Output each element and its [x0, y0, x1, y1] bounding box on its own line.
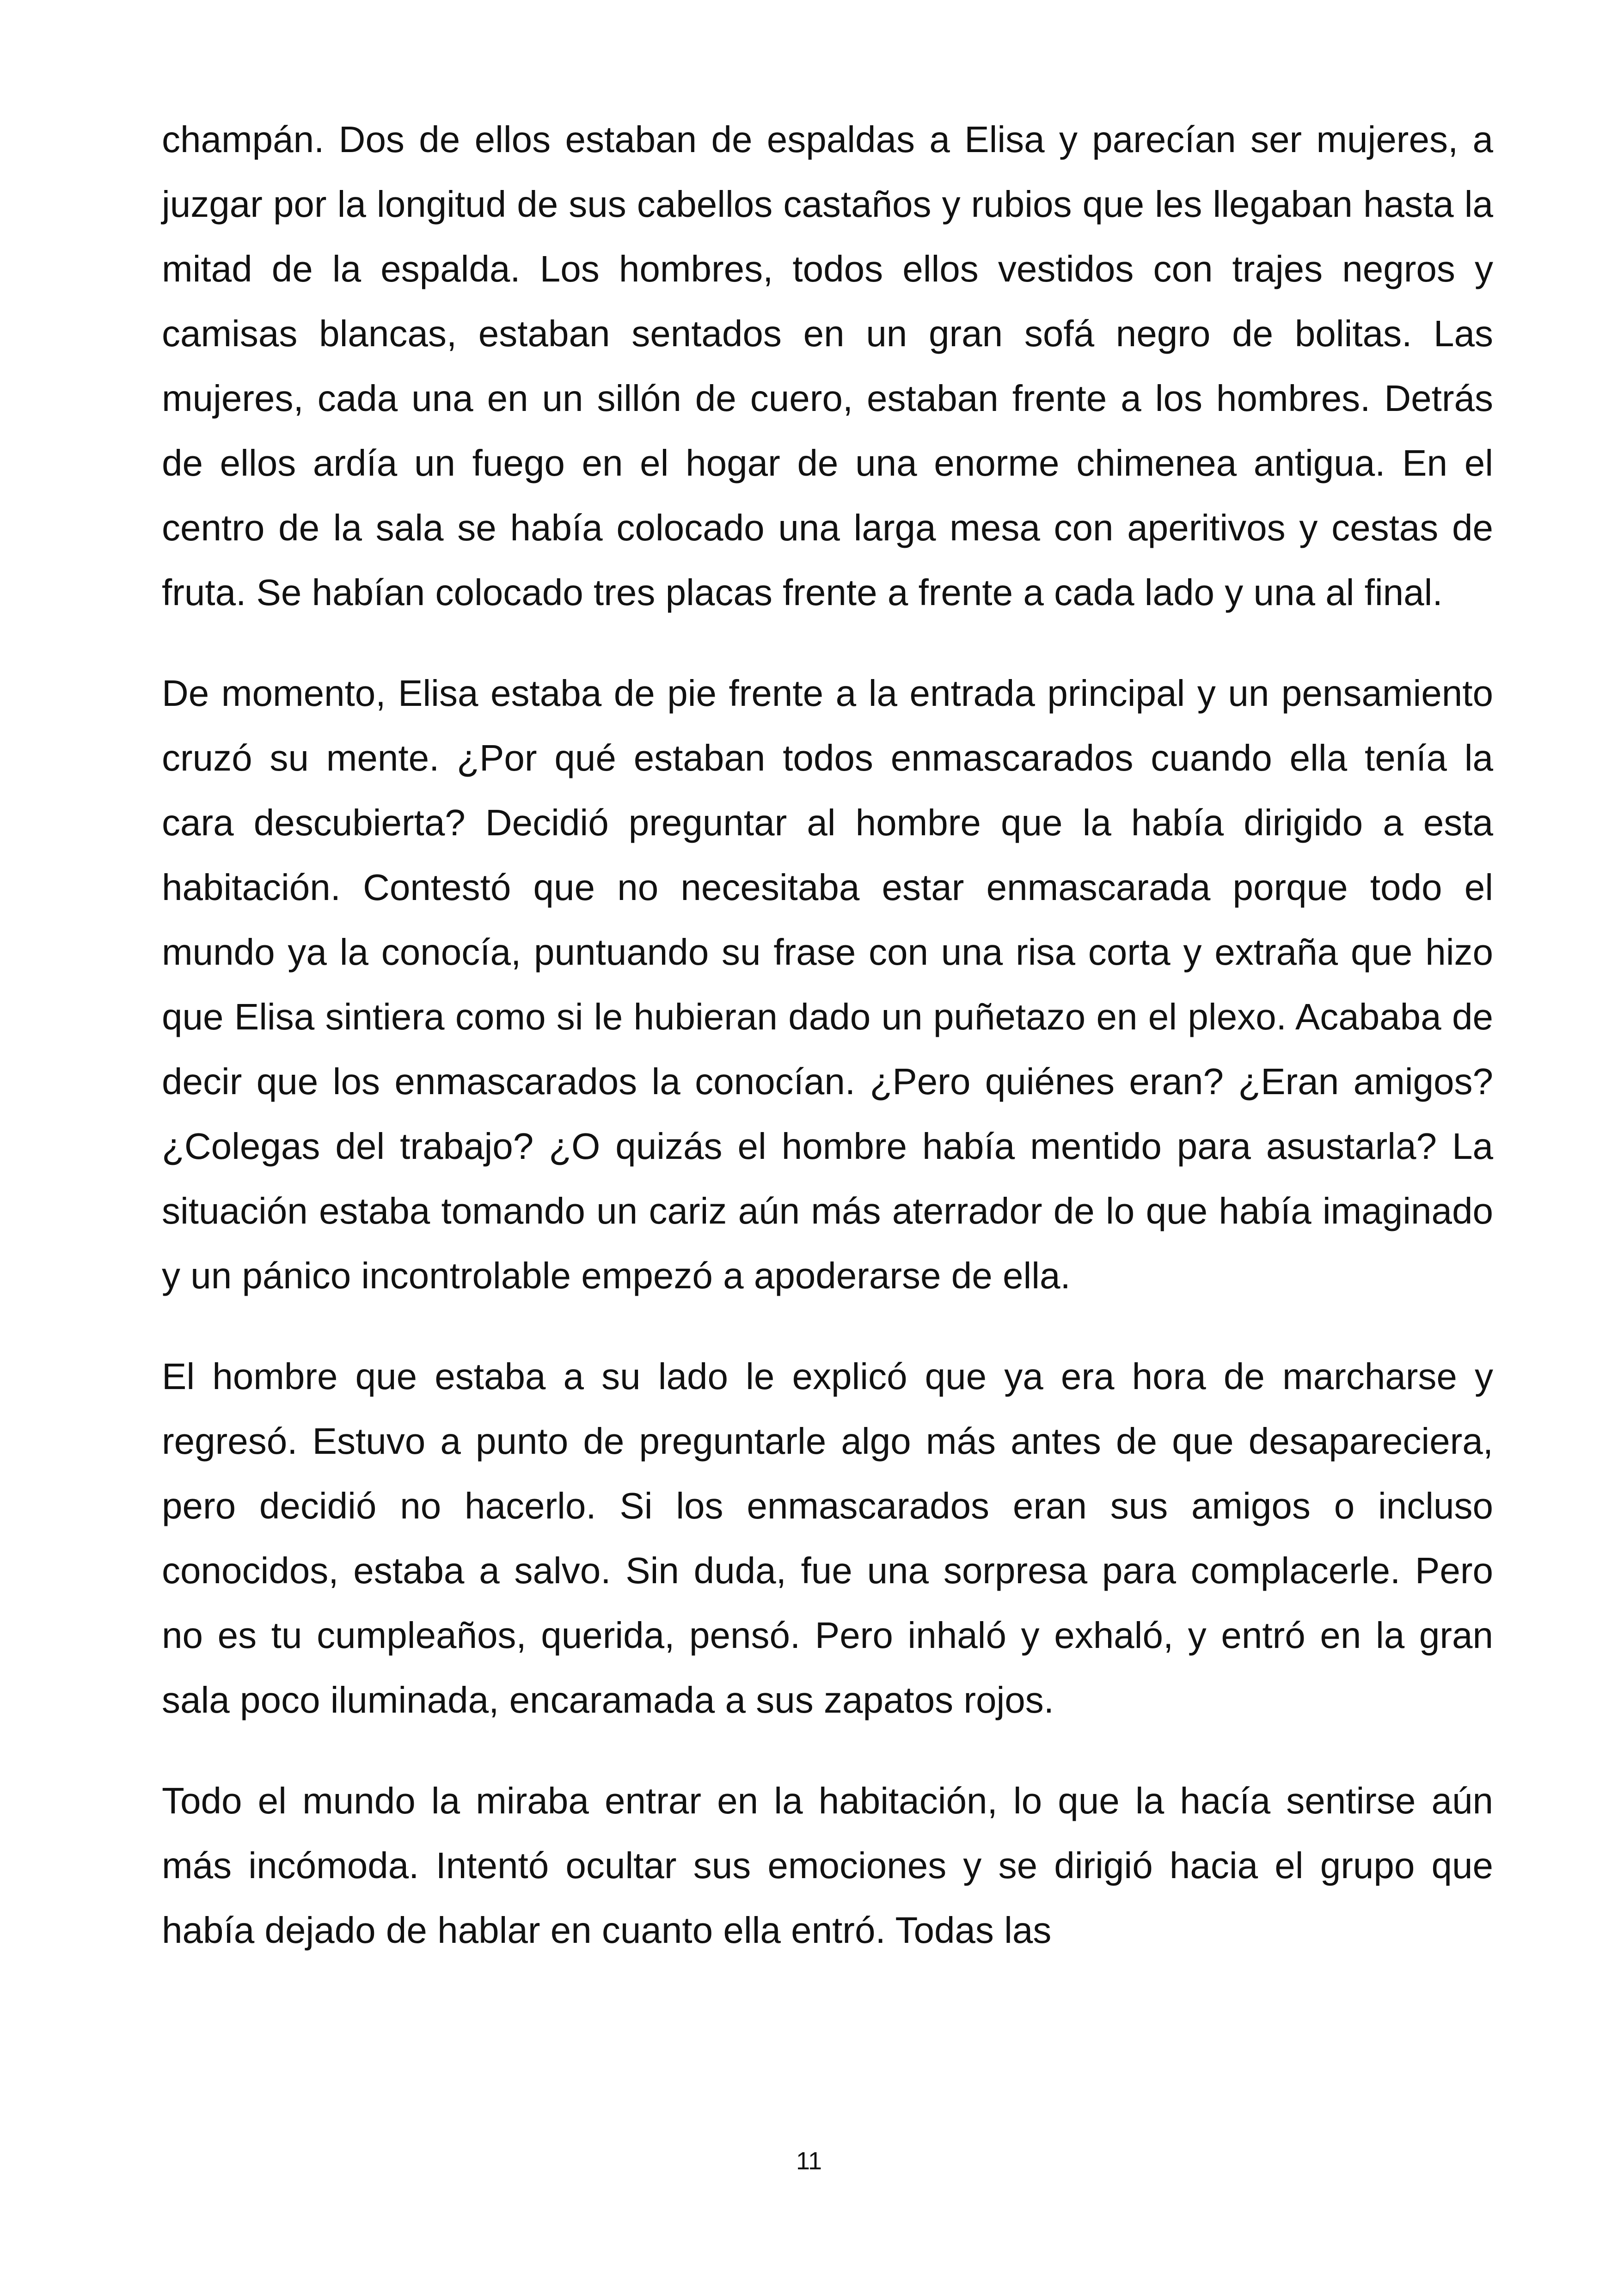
body-text: [162, 107, 1493, 1963]
paragraph-3: El hombre que estaba a su lado le explicó que ya era hora de marcharse y regresó. Estuvo a punto de preguntarle algo más antes de que desapareciera, pero decidió no hacerlo. Si los enmascarados eran sus amigos o incluso conocidos, estaba a salvo. Sin duda, fue una sorpresa para complacerle. Pero no es tu cumpleaños, querida, pensó. Pero inhaló y exhaló, y entró en la gran sala poco iluminada, encaramada a sus zapatos rojos.: [162, 1356, 1493, 1720]
paragraph-4: Todo el mundo la miraba entrar en la habitación, lo que la hacía sentirse aún más incómoda. Intentó ocultar sus emociones y se dirigió hacia el grupo que había dejado de hablar en cuanto ella entró. Todas las: [162, 1780, 1493, 1951]
page-number: 11: [796, 2147, 822, 2175]
paragraph-2: De momento, Elisa estaba de pie frente a la entrada principal y un pensamiento cruzó su mente. ¿Por qué estaban todos enmascarados cuando ella tenía la cara descubierta? Decidió preguntar al hombre que la había dirigido a esta habitación. Contestó que no necesitaba estar enmascarada porque todo el mundo ya la conocía, puntuando su frase con una risa corta y extraña que hizo que Elisa sintiera como si le hubieran dado un puñetazo en el plexo. Acababa de decir que los enmascarados la conocían. ¿Pero quiénes eran? ¿Eran amigos? ¿Colegas del trabajo? ¿O quizás el hombre había mentido para asustarla? La situación estaba tomando un cariz aún más aterrador de lo que había imaginado y un pánico incontrolable empezó a apoderarse de ella.: [162, 673, 1493, 1296]
paragraph-1: champán. Dos de ellos estaban de espaldas a Elisa y parecían ser mujeres, a juzgar por la longitud de sus cabellos castaños y rubios que les llegaban hasta la mitad de la espalda. Los hombres, todos ellos vestidos con trajes negros y camisas blancas, estaban sentados en un gran sofá negro de bolitas. Las mujeres, cada una en un sillón de cuero, estaban frente a los hombres. Detrás de ellos ardía un fuego en el hogar de una enorme chimenea antigua. En el centro de la sala se había colocado una larga mesa con aperitivos y cestas de fruta. Se habían colocado tres placas frente a frente a cada lado y una al final.: [162, 119, 1493, 613]
